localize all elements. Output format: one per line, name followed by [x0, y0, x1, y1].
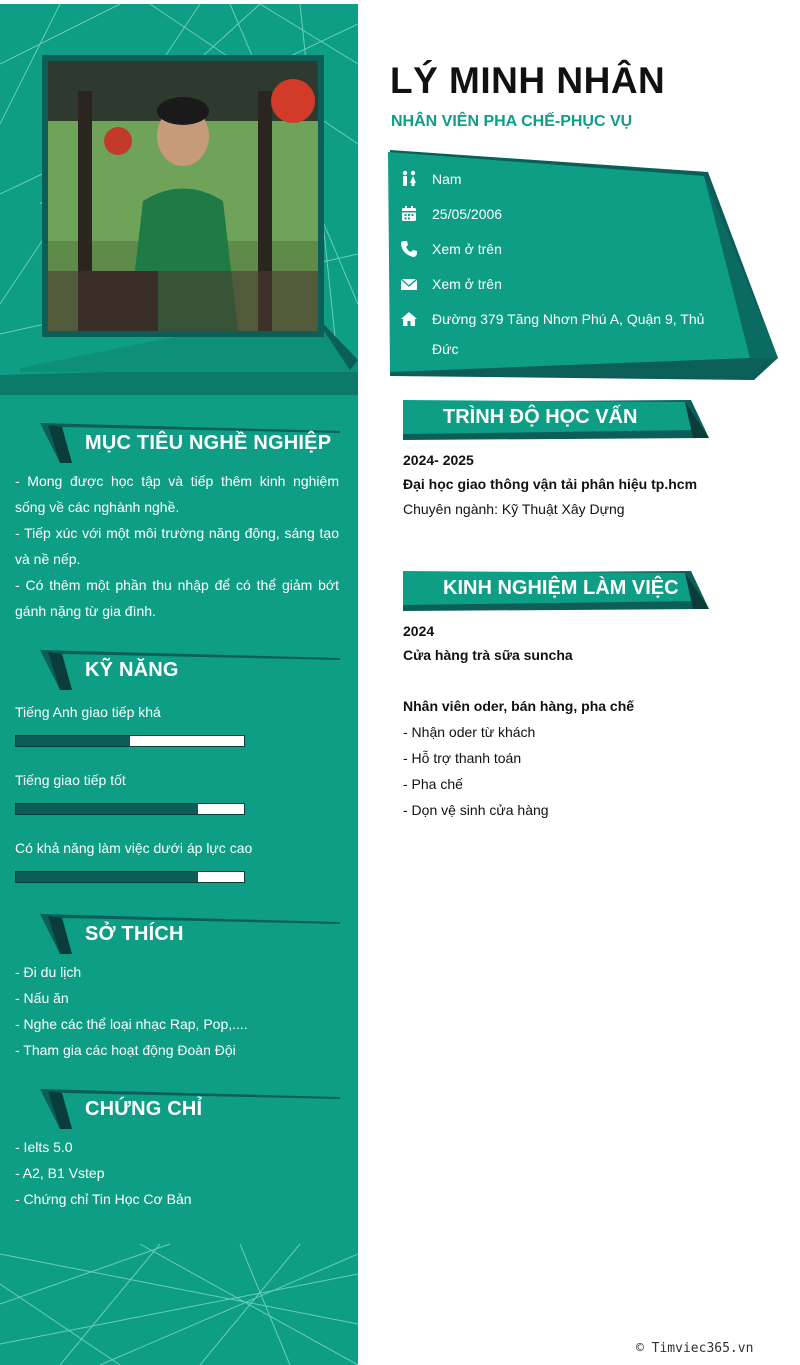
experience-task: - Pha chế — [403, 776, 463, 792]
contact-phone-text: Xem ở trên — [432, 241, 502, 257]
certificate-item: - A2, B1 Vstep — [15, 1165, 105, 1181]
experience-task: - Nhận oder từ khách — [403, 724, 536, 740]
footer-watermark: © Timviec365.vn — [636, 1341, 754, 1356]
skill-fill — [16, 872, 198, 882]
skill-label: Tiếng Anh giao tiếp khá — [15, 704, 161, 720]
candidate-role: NHÂN VIÊN PHA CHẾ-PHỤC VỤ — [391, 113, 633, 130]
objective-text — [15, 468, 339, 624]
certificates-title: CHỨNG CHỈ — [85, 1098, 203, 1120]
hobby-item: - Nghe các thể loại nhạc Rap, Pop,.... — [15, 1016, 248, 1032]
contact-phone — [400, 240, 712, 264]
contact-email-text: Xem ở trên — [432, 276, 502, 292]
experience-section-header — [403, 571, 713, 613]
candidate-name: LÝ MINH NHÂN — [390, 60, 666, 101]
hobby-item: - Tham gia các hoạt động Đoàn Đội — [15, 1042, 236, 1058]
objective-line: - Tiếp xúc với một môi trường năng động, sáng tạo và nề nếp. — [15, 525, 339, 567]
phone-icon — [400, 240, 418, 258]
education-major: Chuyên ngành: Kỹ Thuật Xây Dựng — [403, 501, 625, 517]
certificate-item: - Chứng chỉ Tin Học Cơ Bản — [15, 1191, 192, 1207]
experience-task: - Dọn vệ sinh cửa hàng — [403, 802, 549, 818]
skill-label: Tiếng giao tiếp tốt — [15, 772, 126, 788]
experience-year: 2024 — [403, 623, 435, 639]
certificates-list — [15, 1134, 339, 1212]
education-title: TRÌNH ĐỘ HỌC VẤN — [443, 406, 638, 428]
education-school: Đại học giao thông vận tải phân hiệu tp.hcm — [403, 476, 698, 492]
contact-email — [400, 275, 712, 299]
objective-title: MỤC TIÊU NGHỀ NGHIỆP — [85, 432, 332, 454]
experience-title: KINH NGHIỆM LÀM VIỆC — [443, 577, 679, 599]
mail-icon — [400, 275, 418, 293]
contact-dob-text: 25/05/2006 — [432, 206, 503, 222]
hobbies-list — [15, 959, 339, 1063]
contact-gender-text: Nam — [432, 171, 462, 187]
home-icon — [400, 310, 418, 328]
hobby-item: - Nấu ăn — [15, 990, 69, 1006]
certificates-section-header — [40, 1089, 340, 1129]
objective-line: - Có thêm một phần thu nhập để có thể giảm bớt gánh nặng từ gia đình. — [15, 577, 339, 619]
skill-bar — [15, 803, 245, 815]
objective-section-header — [40, 423, 340, 463]
skill-fill — [16, 736, 130, 746]
gender-icon — [400, 170, 418, 188]
hobby-item: - Đi du lịch — [15, 964, 82, 980]
skill-bar — [15, 735, 245, 747]
contact-gender — [400, 170, 712, 194]
education-period: 2024- 2025 — [403, 452, 474, 468]
skill-bar — [15, 871, 245, 883]
contact-address-text: Đường 379 Tăng Nhơn Phú A, Quận 9, Thủ Đức — [432, 311, 705, 357]
skill-label: Có khả năng làm việc dưới áp lực cao — [15, 840, 253, 856]
avatar — [48, 61, 318, 331]
skills-title: KỸ NĂNG — [85, 659, 179, 681]
experience-task: - Hỗ trợ thanh toán — [403, 750, 522, 766]
contact-dob — [400, 205, 712, 229]
experience-company: Cửa hàng trà sữa suncha — [403, 647, 573, 663]
skill-fill — [16, 804, 198, 814]
contact-address — [400, 310, 712, 364]
calendar-icon — [400, 205, 418, 223]
objective-line: - Mong được học tập và tiếp thêm kinh nghiệm sống về các nghành nghề. — [15, 473, 339, 515]
certificate-item: - Ielts 5.0 — [15, 1139, 73, 1155]
skills-section-header — [40, 650, 340, 690]
education-section-header — [403, 400, 713, 442]
hobbies-section-header — [40, 914, 340, 954]
experience-position: Nhân viên oder, bán hàng, pha chế — [403, 698, 635, 714]
hobbies-title: SỞ THÍCH — [85, 923, 184, 945]
